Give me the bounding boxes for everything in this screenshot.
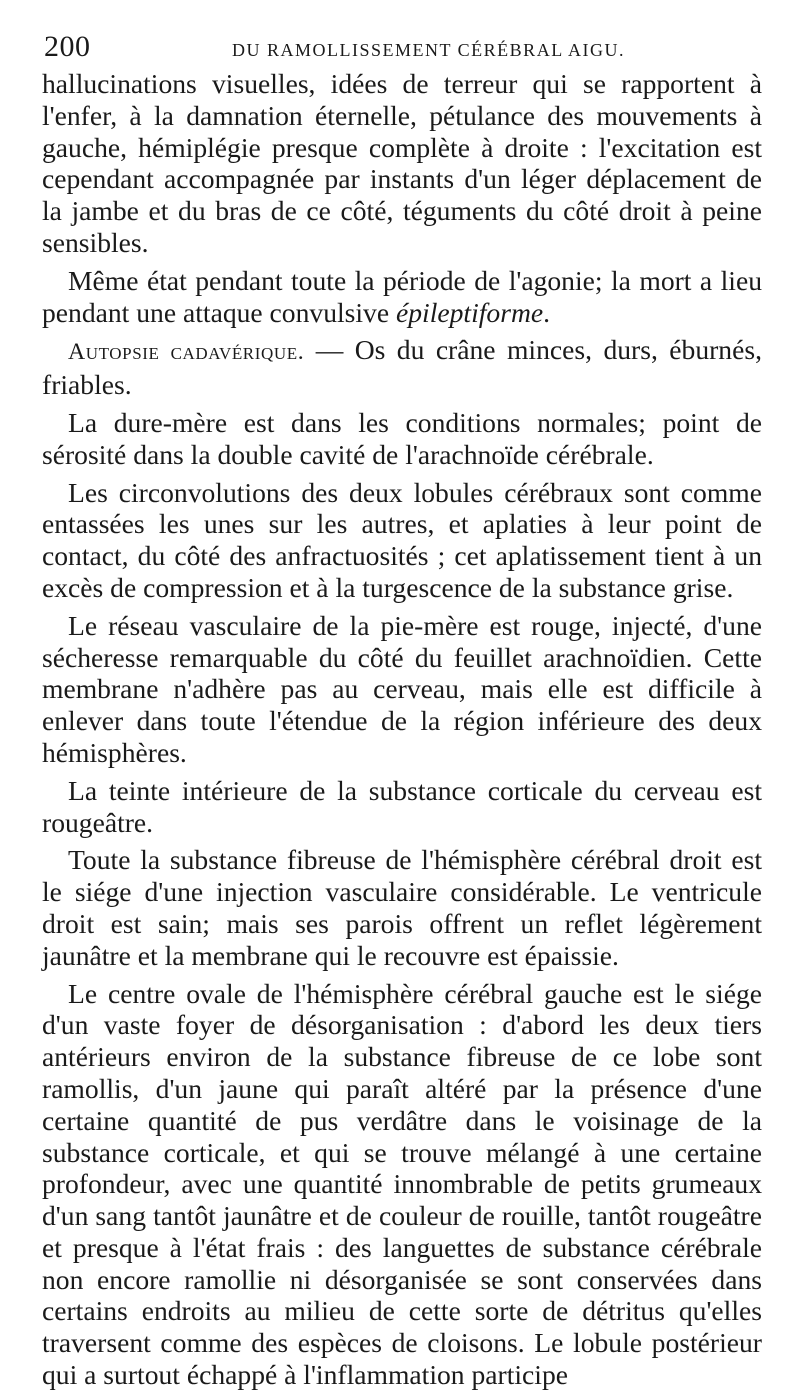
page-number: 200	[44, 30, 91, 63]
italic-term: épileptiforme	[396, 296, 544, 328]
paragraph-4	[42, 407, 762, 471]
paragraph-2-text: Même état pendant toute la période de l'agonie; la mort a lieu pendant une attaque convulsive	[42, 264, 762, 328]
section-lead: Autopsie cadavérique.	[68, 339, 305, 366]
paragraph-2-end: .	[543, 296, 551, 328]
paragraph-3-text: — Os du crâne minces, durs, éburnés, friables.	[42, 334, 762, 401]
body-text	[42, 68, 762, 1391]
paragraph-8-text: Toute la substance fibreuse de l'hémisphère cérébral droit est le siége d'une injection vasculaire considérable. Le ventricule droit est sain; mais ses parois offrent un reflet légèrement jaunâtre et la membrane qui le recouvre est épaissie.	[42, 844, 762, 971]
paragraph-3	[42, 334, 762, 401]
paragraph-7	[42, 775, 762, 839]
paragraph-2	[42, 265, 762, 329]
running-title: DU RAMOLLISSEMENT CÉRÉBRAL AIGU.	[232, 40, 626, 60]
paragraph-5-text: Les circonvolutions des deux lobules cérébraux sont comme entassées les unes sur les autres, et aplaties à leur point de contact, du côté des anfractuosités ; cet aplatissement tient à un excès de compression et à la turgescence de la substance grise.	[42, 476, 762, 603]
paragraph-1	[42, 68, 762, 259]
paragraph-8	[42, 844, 762, 971]
paragraph-1-text: hallucinations visuelles, idées de terreur qui se rapportent à l'enfer, à la damnation éternelle, pétulance des mouvements à gauche, hémiplégie presque complète à droite : l'excitation est cependant accompagnée par instants d'un léger déplacement de la jambe et du bras de ce côté, téguments du côté droit à peine sensibles.	[42, 68, 762, 258]
paragraph-9-text: Le centre ovale de l'hémisphère cérébral gauche est le siége d'un vaste foyer de désorganisation : d'abord les deux tiers antérieurs environ de la substance fibreuse de ce lobe sont ramollis, d'un jaune qui paraît altéré par la présence d'une certaine quantité de pus verdâtre dans le voisinage de la substance corticale, et qui se trouve mélangé à une certaine profondeur, avec une quantité innombrable de petits grumeaux d'un sang tantôt jaunâtre et de couleur de rouille, tantôt rougeâtre et presque à l'état frais : des languettes de substance cérébrale non encore ramollie ni désorganisée se sont conservées dans certains endroits au milieu de cette sorte de détritus qu'elles traversent comme des espèces de cloisons. Le lobule postérieur qui a surtout échappé à l'inflammation participe	[42, 977, 762, 1391]
paragraph-6-text: Le réseau vasculaire de la pie-mère est rouge, injecté, d'une sécheresse remarquable du côté du feuillet arachnoïdien. Cette membrane n'adhère pas au cerveau, mais elle est difficile à enlever dans toute l'étendue de la région inférieure des deux hémisphères.	[42, 609, 762, 768]
paragraph-7-text: La teinte intérieure de la substance corticale du cerveau est rougeâtre.	[42, 774, 762, 838]
paragraph-6	[42, 610, 762, 769]
running-head	[42, 28, 762, 68]
paragraph-9	[42, 978, 762, 1391]
paragraph-5	[42, 477, 762, 604]
paragraph-4-text: La dure-mère est dans les conditions normales; point de sérosité dans la double cavité de l'arachnoïde cérébrale.	[42, 406, 762, 470]
